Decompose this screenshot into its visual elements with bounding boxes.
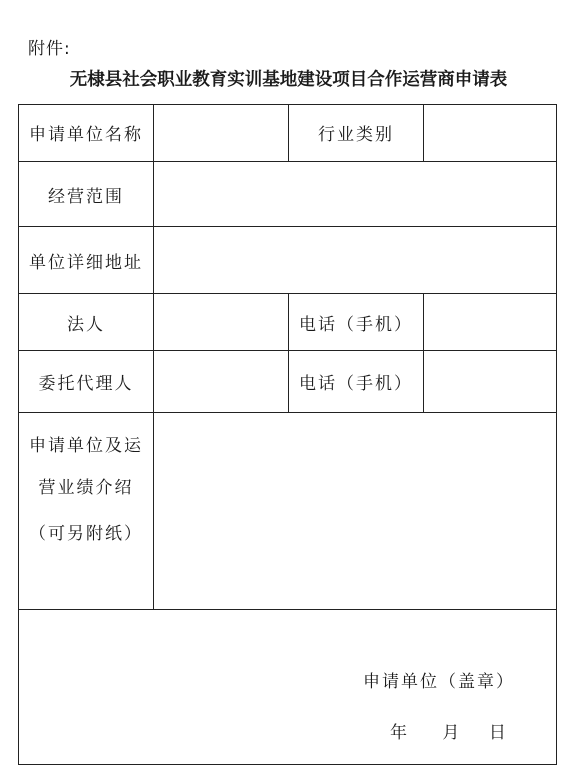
applicant-name-field[interactable] <box>154 105 288 161</box>
agent-phone-field[interactable] <box>424 351 556 412</box>
industry-field[interactable] <box>424 105 556 161</box>
business-scope-field[interactable] <box>154 162 556 226</box>
day-label: 日 <box>488 723 508 743</box>
intro-label <box>18 428 154 552</box>
signature-date <box>390 718 508 743</box>
form-title: 无棣县社会职业教育实训基地建设项目合作运营商申请表 <box>69 70 508 90</box>
legal-person-field[interactable] <box>154 294 288 350</box>
intro-label-line-2: 营业绩介绍 <box>38 478 134 498</box>
applicant-name-label: 申请单位名称 <box>29 125 143 145</box>
intro-label-line-3: （可另附纸） <box>29 524 143 544</box>
legal-phone-label: 电话（手机） <box>299 314 413 335</box>
legal-person-label: 法人 <box>67 314 105 335</box>
year-label: 年 <box>390 723 409 743</box>
business-scope-label: 经营范围 <box>48 186 124 207</box>
month-label: 月 <box>442 723 462 743</box>
agent-field[interactable] <box>154 351 288 412</box>
legal-phone-field[interactable] <box>424 294 556 350</box>
address-field[interactable] <box>154 227 556 293</box>
industry-label: 行业类别 <box>318 125 394 145</box>
row-divider <box>18 609 557 610</box>
intro-label-line-1: 申请单位及运 <box>29 436 143 456</box>
address-label: 单位详细地址 <box>29 252 143 273</box>
intro-field[interactable] <box>154 413 556 609</box>
attachment-label: 附件: <box>28 39 71 59</box>
seal-label: 申请单位（盖章） <box>363 672 515 692</box>
agent-phone-label: 电话（手机） <box>299 374 413 394</box>
agent-label: 委托代理人 <box>38 374 134 394</box>
